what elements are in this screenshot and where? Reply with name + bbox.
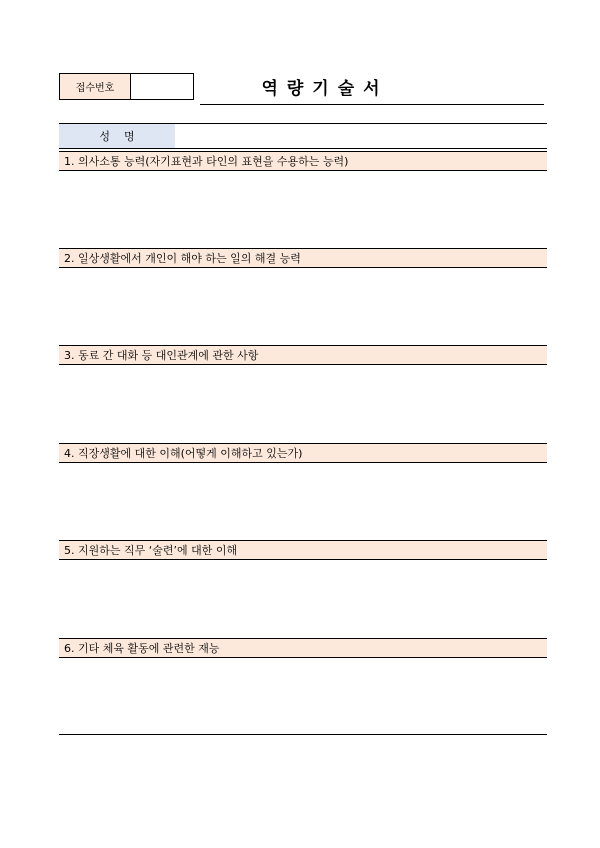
name-label: 성명	[59, 124, 175, 148]
section-6-body[interactable]	[59, 658, 547, 734]
section-4-body[interactable]	[59, 463, 547, 539]
section-2-header: 2. 일상생활에서 개인이 해야 하는 일의 해결 능력	[59, 248, 547, 268]
document-title: 역량기술서	[261, 79, 389, 99]
section-4-header: 4. 직장생활에 대한 이해(어떻게 이해하고 있는가)	[59, 443, 547, 463]
section-1-body[interactable]	[59, 171, 547, 247]
receipt-number-box	[59, 73, 194, 100]
section-1-header: 1. 의사소통 능력(자기표현과 타인의 표현을 수용하는 능력)	[59, 151, 547, 171]
title-underline	[200, 104, 544, 105]
name-field[interactable]	[175, 124, 547, 148]
section-2-body[interactable]	[59, 268, 547, 344]
section-5-header: 5. 지원하는 직무 ‘술련’에 대한 이해	[59, 540, 547, 560]
section-5-body[interactable]	[59, 560, 547, 637]
receipt-number-field[interactable]	[131, 74, 193, 99]
section-3-header: 3. 동료 간 대화 등 대인관계에 관한 사항	[59, 345, 547, 365]
bottom-rule	[59, 734, 547, 735]
name-row	[59, 123, 547, 149]
receipt-number-label: 접수번호	[60, 74, 131, 99]
section-3-body[interactable]	[59, 365, 547, 442]
section-6-header: 6. 기타 체육 활동에 관련한 재능	[59, 638, 547, 658]
